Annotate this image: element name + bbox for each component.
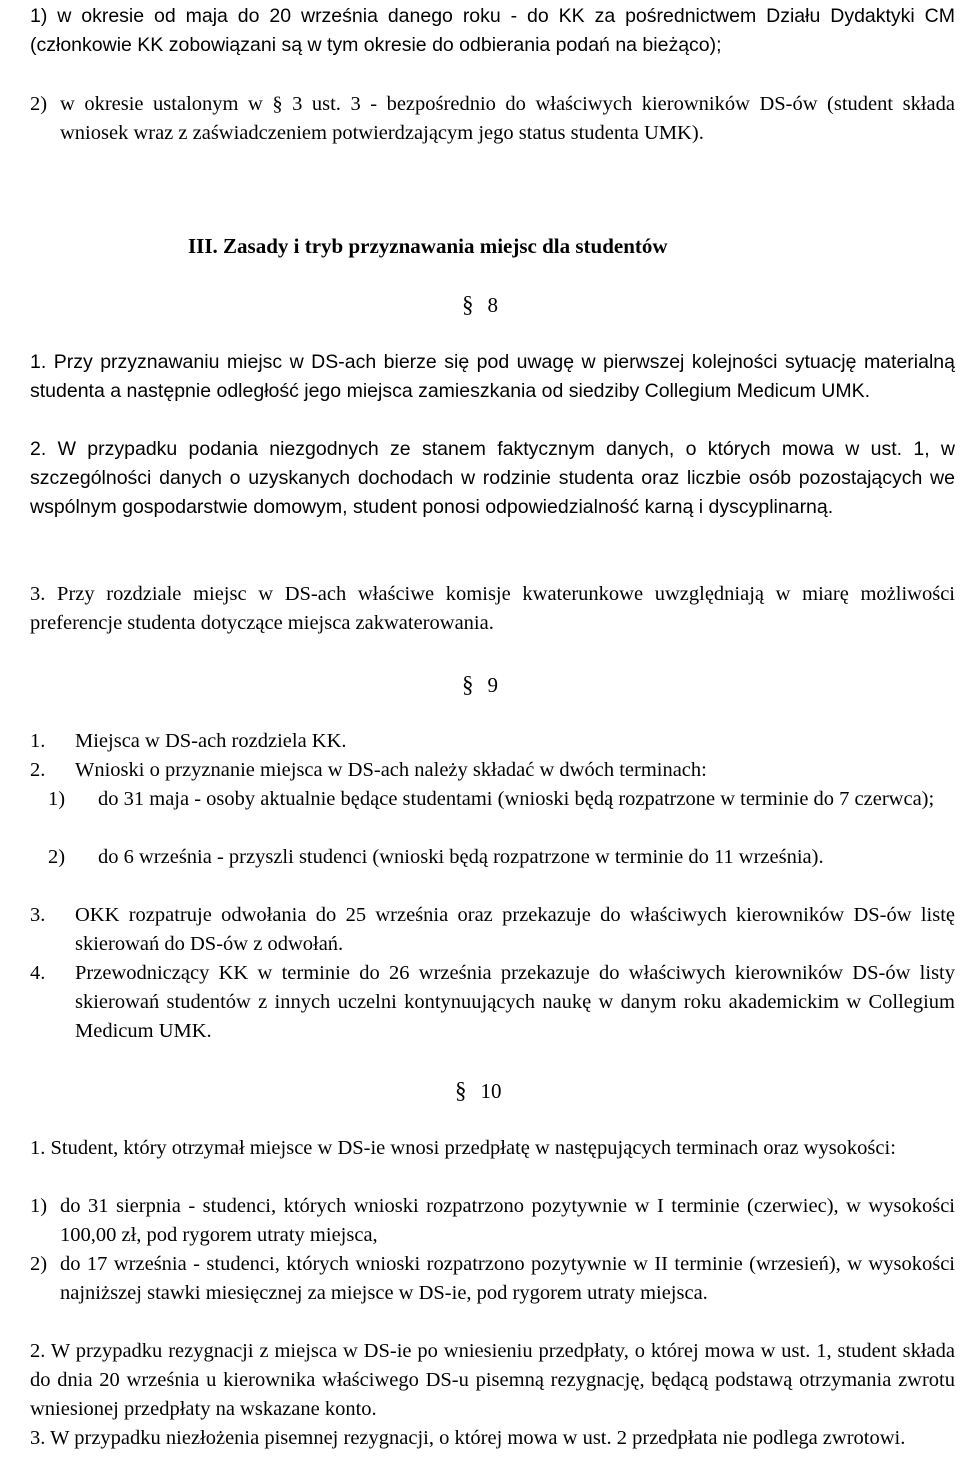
par10-item-3 [30, 1424, 955, 1453]
paragraph-8-number: 8 [487, 293, 498, 317]
par9-item-3-number: 3. [30, 904, 46, 926]
intro-item-2-text: w okresie ustalonym w § 3 ust. 3 - bezpośrednio do właściwych kierowników DS-ów (student składa wniosek wraz z zaświadczeniem potwierdzającym jego status studenta UMK). [60, 93, 955, 144]
section-sign: § [455, 1078, 467, 1103]
par9-item-2-sub-2-text: do 6 września - przyszli studenci (wnioski będą rozpatrzone w terminie do 11 września). [98, 846, 824, 868]
par10-item-1-text: Student, który otrzymał miejsce w DS-ie wnosi przedpłatę w następujących terminach oraz wysokości: [50, 1137, 896, 1159]
par10-item-3-text: W przypadku niezłożenia pisemnej rezygnacji, o której mowa w ust. 2 przedpłata nie podlega zwrotowi. [50, 1427, 906, 1449]
par10-item-2-number: 2. [30, 1340, 46, 1362]
par10-item-2 [30, 1337, 955, 1424]
section-sign: § [462, 292, 474, 317]
intro-item-1-text: 1) w okresie od maja do 20 września danego roku - do KK za pośrednictwem Działu Dydaktyki CM (członkowie KK zobowiązani są w tym okresie do odbierania podań na bieżąco); [30, 5, 955, 56]
par8-item-1-text: Przy przyznawaniu miejsc w DS-ach bierze się pod uwagę w pierwszej kolejności sytuację materialną studenta a następnie odległość jego miejsca zamieszkania od siedziby Collegium Medicum UMK. [30, 351, 955, 402]
par10-item-1-number: 1. [30, 1137, 46, 1159]
par10-item-1-sub-1-number: 1) [30, 1195, 48, 1217]
paragraph-9-header [462, 670, 498, 700]
par9-item-3-text: OKK rozpatruje odwołania do 25 września oraz przekazuje do właściwych kierowników DS-ów listę skierowań do DS-ów z odwołań. [75, 904, 955, 955]
par9-item-3 [30, 901, 955, 959]
paragraph-8-header [462, 290, 498, 320]
par8-item-1 [30, 348, 955, 406]
par8-item-2 [30, 435, 955, 522]
par10-item-1-sub-2-number: 2) [30, 1253, 48, 1275]
par9-item-2-sub-1 [30, 785, 955, 814]
par8-item-3-text: Przy rozdziale miejsc w DS-ach właściwe komisje kwaterunkowe uwzględniają w miarę możliwości preferencje studenta dotyczące miejsca zakwaterowania. [30, 583, 956, 634]
par9-item-2-number: 2. [30, 759, 46, 781]
par9-item-2-sub-2 [30, 843, 955, 872]
par9-item-1-number: 1. [30, 730, 46, 752]
par10-item-1-sub-1 [30, 1192, 955, 1250]
paragraph-9-number: 9 [487, 673, 498, 697]
par10-item-3-number: 3. [30, 1427, 46, 1449]
par9-item-1 [30, 727, 955, 756]
intro-item-2 [30, 90, 955, 148]
par9-item-4-text: Przewodniczący KK w terminie do 26 września przekazuje do właściwych kierowników DS-ów listy skierowań studentów z innych uczelni kontynuujących naukę w danym roku akademickim w Collegium Medicum UMK. [75, 962, 955, 1042]
par9-item-2-text: Wnioski o przyznanie miejsca w DS-ach należy składać w dwóch terminach: [75, 759, 707, 781]
par8-item-3-number: 3. [30, 583, 46, 605]
section-heading: III. Zasady i tryb przyznawania miejsc dla studentów [188, 234, 668, 258]
intro-item-1 [30, 2, 955, 60]
par9-item-2-sub-1-number: 1) [48, 788, 66, 810]
par9-item-2-sub-2-number: 2) [48, 846, 66, 868]
intro-item-2-number: 2) [30, 93, 48, 115]
par10-item-2-text: W przypadku rezygnacji z miejsca w DS-ie po wniesieniu przedpłaty, o której mowa w ust. 1, student składa do dnia 20 września u kierownika właściwego DS-u pisemną rezygnację, będącą podstawą otrzymania zwrotu wniesionej przedpłaty na wskazane konto. [30, 1340, 955, 1420]
section-sign: § [462, 672, 474, 697]
par9-item-2 [30, 756, 955, 785]
par10-item-1 [30, 1134, 955, 1163]
par8-item-2-number: 2. [30, 438, 47, 460]
par9-item-4 [30, 959, 955, 1046]
paragraph-10-number: 10 [480, 1079, 502, 1103]
par10-item-1-sub-1-text: do 31 sierpnia - studenci, których wnioski rozpatrzono pozytywnie w I terminie (czerwiec), w wysokości 100,00 zł, pod rygorem utraty miejsca, [60, 1195, 955, 1246]
par8-item-2-text: W przypadku podania niezgodnych ze stanem faktycznym danych, o których mowa w ust. 1, w szczególności danych o uzyskanych dochodach w rodzinie studenta oraz liczbie osób pozostających we wspólnym gospodarstwie domowym, student ponosi odpowiedzialność karną i dyscyplinarną. [30, 438, 955, 518]
par9-item-2-sub-1-text: do 31 maja - osoby aktualnie będące studentami (wnioski będą rozpatrzone w terminie do 7 czerwca); [98, 788, 935, 810]
par8-item-1-number: 1. [30, 351, 47, 373]
par9-item-4-number: 4. [30, 962, 46, 984]
par8-item-3 [30, 580, 955, 638]
paragraph-10-header [455, 1076, 502, 1106]
par9-item-1-text: Miejsca w DS-ach rozdziela KK. [75, 730, 347, 752]
par10-item-1-sub-2-text: do 17 września - studenci, których wnioski rozpatrzono pozytywnie w II terminie (wrzesień), w wysokości najniższej stawki miesięcznej za miejsce w DS-ie, pod rygorem utraty miejsca. [60, 1253, 955, 1304]
par10-item-1-sub-2 [30, 1250, 955, 1308]
